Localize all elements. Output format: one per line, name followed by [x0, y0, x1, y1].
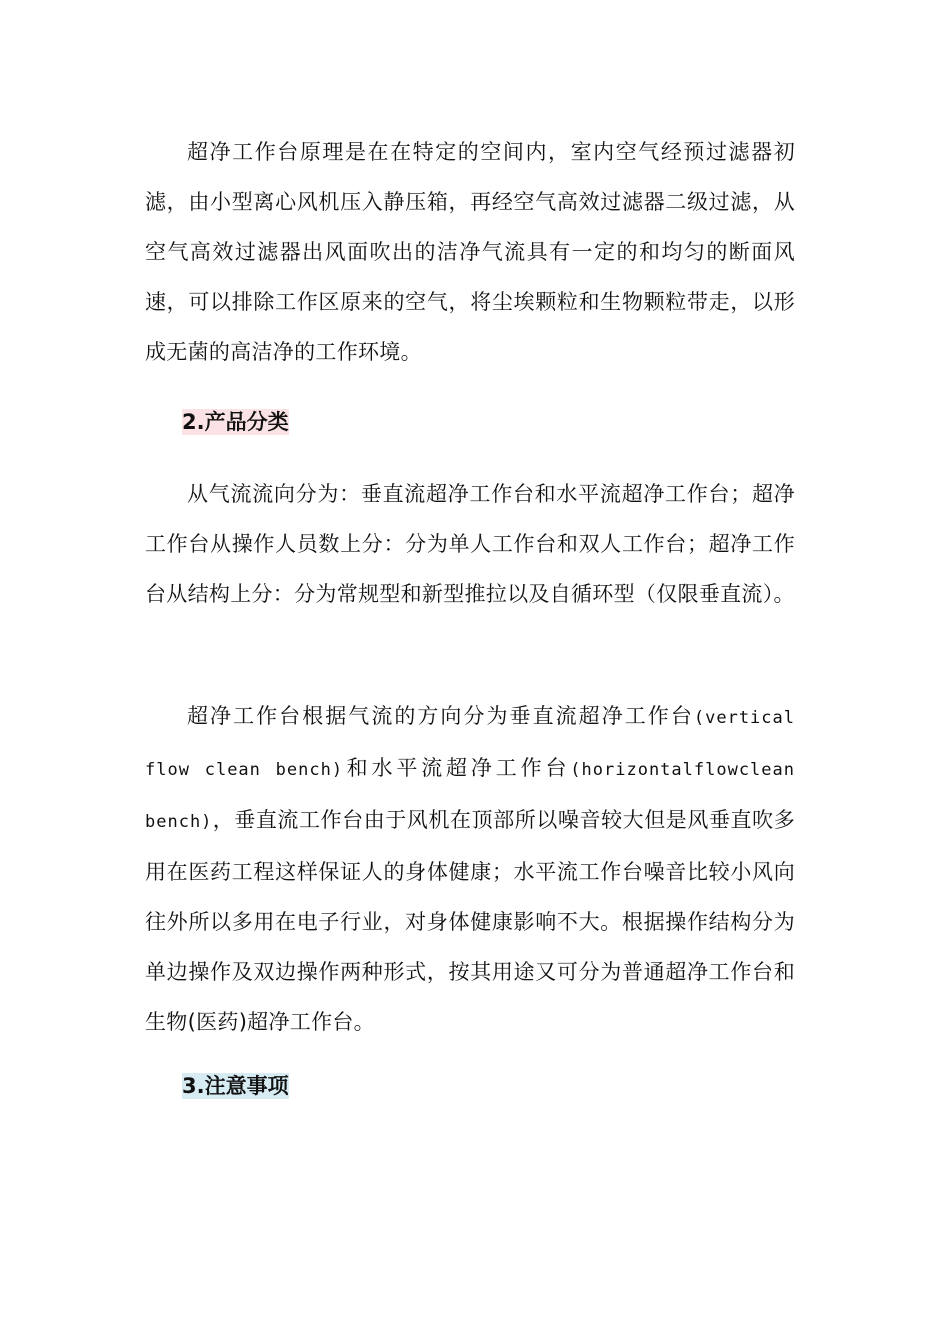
english-term-horizontal: (horizontalflowclean bench) [145, 760, 795, 832]
section-heading-precautions [182, 1071, 289, 1101]
english-term-vertical: (vertical flow clean bench) [145, 708, 795, 780]
paragraph-principle: 超净工作台原理是在在特定的空间内，室内空气经预过滤器初滤，由小型离心风机压入静压箱，再经空气高效过滤器二级过滤，从空气高效过滤器出风面吹出的洁净气流具有一定的和均匀的断面风速，可以排除工作区原来的空气，将尘埃颗粒和生物颗粒带走，以形成无菌的高洁净的工作环境。 [145, 140, 795, 364]
paragraph-classification: 从气流流向分为：垂直流超净工作台和水平流超净工作台；超净工作台从操作人员数上分：分为单人工作台和双人工作台；超净工作台从结构上分：分为常规型和新型推拉以及自循环型（仅限垂直流）。 [145, 482, 795, 606]
heading-text: 2.产品分类 [182, 410, 289, 434]
heading-text: 3.注意事项 [182, 1074, 289, 1098]
paragraph-text: 超净工作台根据气流的方向分为垂直流超净工作台 [187, 704, 694, 728]
section-heading-product-classification [182, 407, 289, 437]
paragraph-text: 和水平流超净工作台 [343, 756, 571, 780]
paragraph-text: ，垂直流工作台由于风机在顶部所以噪音较大但是风垂直吹多用在医药工程这样保证人的身体健康；水平流工作台噪音比较小风向往外所以多用在电子行业，对身体健康影响不大。根据操作结构分为单边操作及双边操作两种形式，按其用途又可分为普通超净工作台和生物(医药)超净工作台。 [145, 808, 795, 1034]
paragraph-airflow-types [145, 691, 795, 1047]
